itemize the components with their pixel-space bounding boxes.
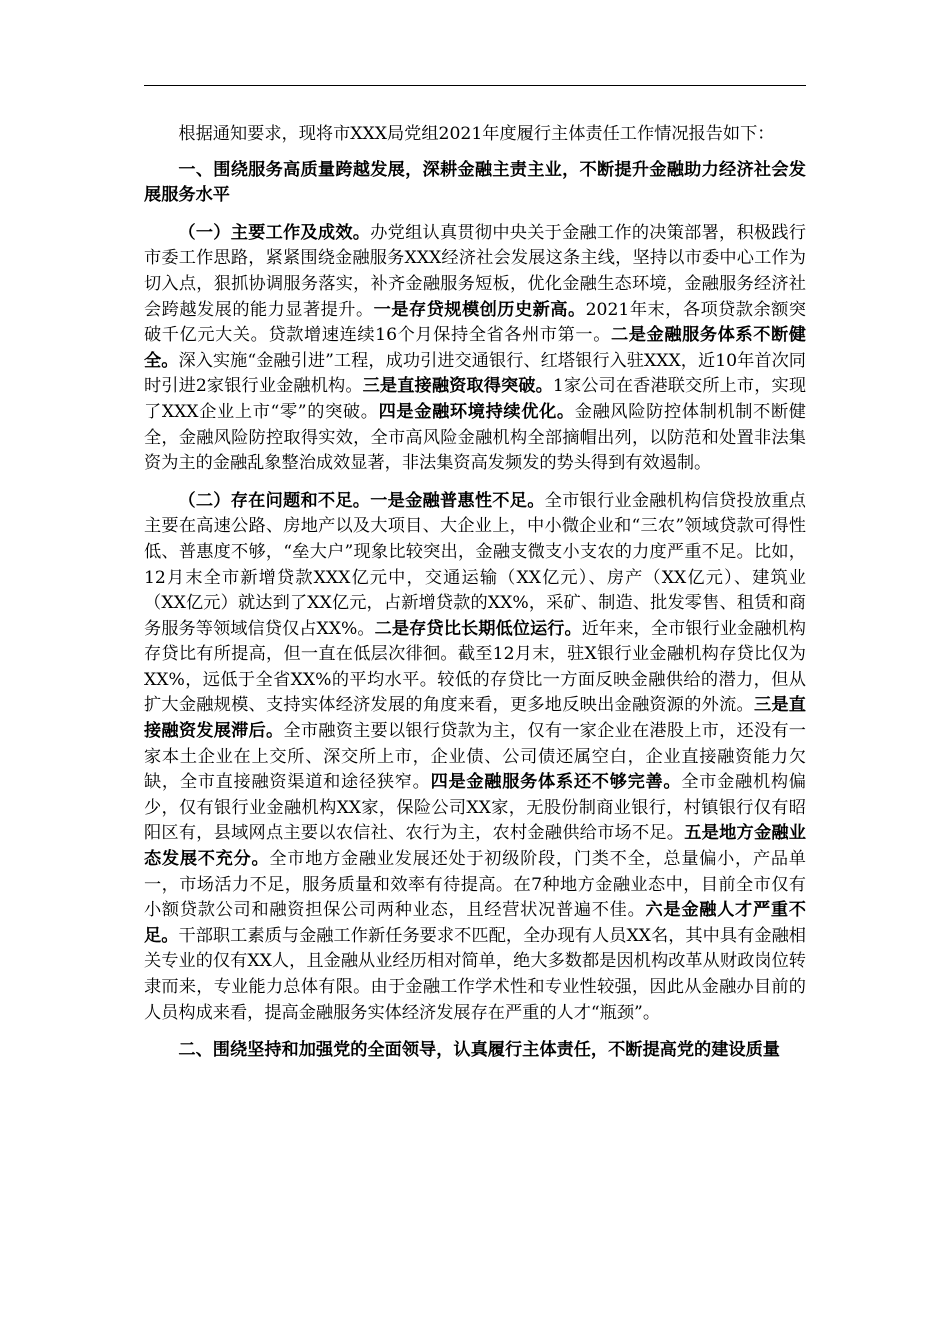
header-rule [144, 85, 806, 86]
point-heading: 三是直接融资取得突破。 [362, 376, 553, 397]
text-segment: 金融风险防控体制机制不断健全，金融风险防控取得实效，全市高风险金融机构全部摘帽出列，以防范和处置非法集资为主的金融乱象整治成效显著，非法集资高发频发的势头得到有效遏制。 [144, 401, 806, 474]
section-2-heading: 二、围绕坚持和加强党的全面领导，认真履行主体责任，不断提高党的建设质量 [178, 1040, 780, 1061]
text-segment: 全市地方金融业发展还处于初级阶段，门类不全，总量偏小，产品单一，市场活力不足，服务质量和效率有待提高。在7种地方金融业态中，目前全市仅有小额贷款公司和融资担保公司两种业态，且经营状况普遍不佳。 [144, 849, 806, 921]
point-heading: 二是存贷比长期低位运行。 [374, 618, 582, 639]
text-segment: 干部职工素质与金融工作新任务要求不匹配，全办现有人员XX名，其中具有金融相关专业的仅有XX人，且金融从业经历相对简单，绝大多数都是因机构改革从财政岗位转隶而来，专业能力总体有限。由于金融工作学术性和专业性较强，因此从金融办目前的人员构成来看，提高金融服务实体经济发展存在严重的人才“瓶颈”。 [144, 925, 806, 1023]
text-segment: 1家公司在香港联交所上市，实现了XXX企业上市“零”的突破。 [144, 376, 807, 422]
text-segment: 深入实施“金融引进”工程，成功引进交通银行、红塔银行入驻XXX，近10年首次同时引进2家银行业金融机构。 [144, 350, 806, 397]
text-segment: 全市融资主要以银行贷款为主，仅有一家企业在港股上市，还没有一家本土企业在上交所、深交所上市，企业债、公司债还属空白，企业直接融资能力欠缺，全市直接融资渠道和途径狭窄。 [144, 721, 806, 793]
point-heading: 五是地方金融业态发展不充分。 [144, 823, 806, 870]
text-segment: 办党组认真贯彻中央关于金融工作的决策部署，积极践行市委工作思路，紧紧围绕金融服务XXX经济社会发展这条主线，坚持以市委中心工作为切入点，狠抓协调服务落实，补齐金融服务短板，优化金融生态环境，金融服务经济社会跨越发展的能力显著提升。 [144, 222, 806, 320]
point-heading: 四是金融环境持续优化。 [378, 401, 575, 422]
point-heading: 四是金融服务体系还不够完善。 [430, 772, 682, 793]
subheading-achievements: （一）主要工作及成效。 [178, 222, 371, 243]
point-heading: 六是金融人才严重不足。 [144, 900, 806, 946]
paragraph-problems [144, 489, 806, 1026]
text-segment: 2021年末，各项贷款余额突破千亿元大关。贷款增速连续16个月保持全省各州市第一。 [144, 299, 806, 346]
text-segment: 近年来，全市银行业金融机构存贷比有所提高，但一直在低层次徘徊。截至12月末，驻X银行业金融机构存贷比仅为XX%，远低于全省XX%的平均水平。较低的存贷比一方面反映金融供给的潜力，但从扩大金融规模、支持实体经济发展的角度来看，更多地反映出金融资源的外流。 [144, 618, 806, 716]
point-heading: 一是存贷规模创历史新高。 [373, 299, 586, 320]
section-1-heading: 一、围绕服务高质量跨越发展，深耕金融主责主业，不断提升金融助力经济社会发展服务水平 [144, 159, 806, 206]
point-heading: 三是直接融资发展滞后。 [144, 695, 806, 742]
document-body [144, 122, 806, 1076]
subheading-problems: （二）存在问题和不足。 [178, 490, 371, 511]
text-segment: 全市金融机构偏少，仅有银行业金融机构XX家，保险公司XX家，无股份制商业银行，村镇银行仅有昭阳区有，县域网点主要以农信社、农行为主，农村金融供给市场不足。 [144, 772, 806, 844]
intro-paragraph: 根据通知要求，现将市XXX局党组2021年度履行主体责任工作情况报告如下： [178, 124, 775, 144]
paragraph-achievements [144, 221, 806, 477]
point-heading: 二是金融服务体系不断健全。 [144, 325, 806, 371]
text-segment: 全市银行业金融机构信贷投放重点主要在高速公路、房地产以及大项目、大企业上，中小微企业和“三农”领域贷款可得性低、普惠度不够，“垒大户”现象比较突出，金融支微支小支农的力度严重不足。比如，12月末全市新增贷款XXX亿元中，交通运输（XX亿元）、房产（XX亿元）、建筑业（XX亿元）就达到了XX亿元，占新增贷款的XX%，采矿、制造、批发零售、租赁和商务服务等领域信贷仅占XX%。 [144, 490, 806, 639]
point-heading: 一是金融普惠性不足。 [370, 490, 545, 511]
